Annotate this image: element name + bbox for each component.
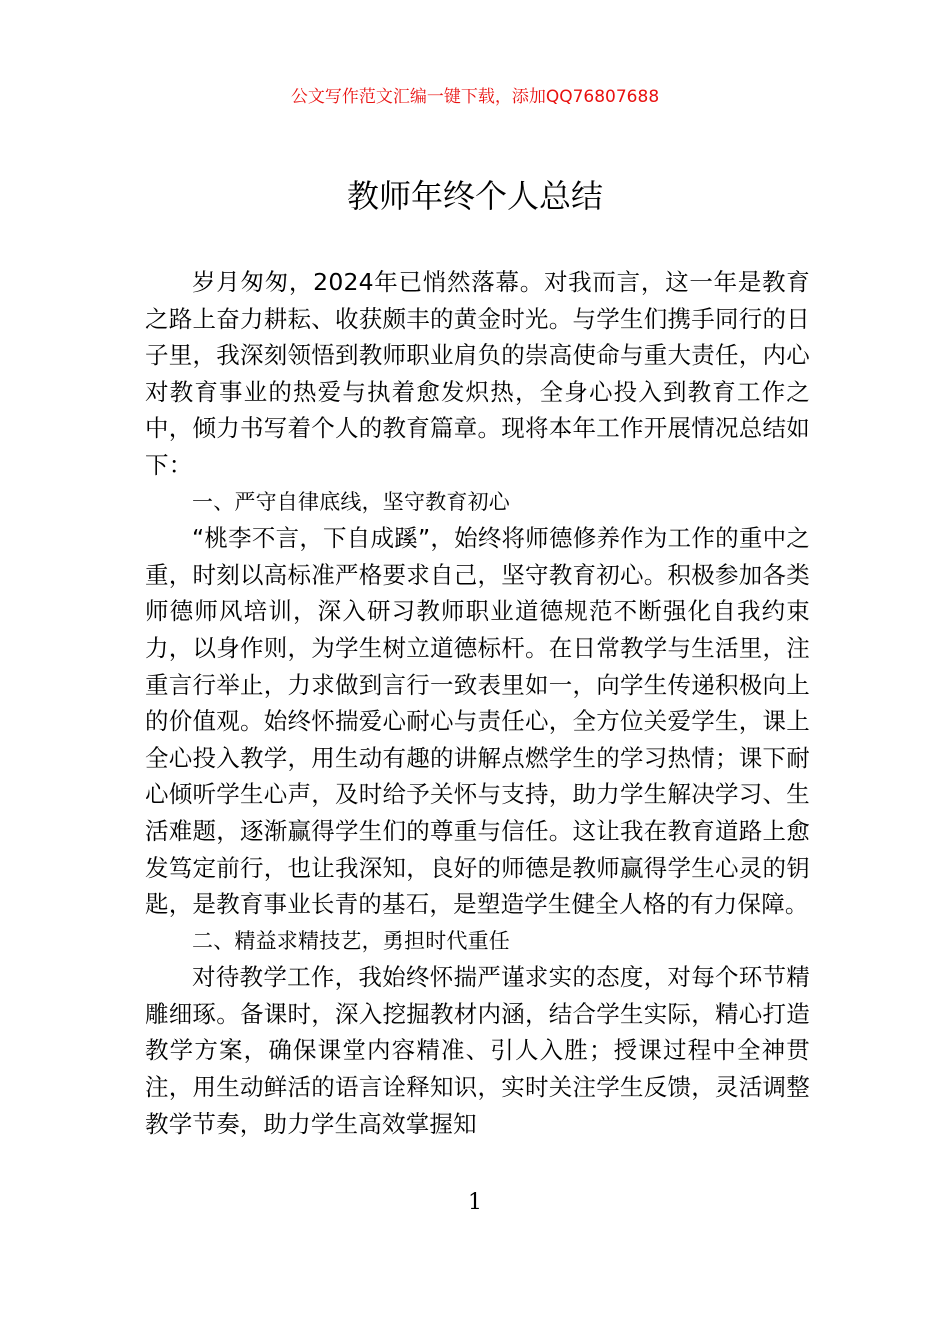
- section-2-heading: 二、精益求精技艺，勇担时代重任: [192, 928, 510, 953]
- document-body: [145, 264, 810, 1142]
- section-1-heading: 一、严守自律底线，坚守教育初心: [192, 489, 510, 514]
- section-2-paragraph: 对待教学工作，我始终怀揣严谨求实的态度，对每个环节精雕细琢。备课时，深入挖掘教材内涵，结合学生实际，精心打造教学方案，确保课堂内容精准、引人入胜；授课过程中全神贯注，用生动鲜活的语言诠释知识，实时关注学生反馈，灵活调整教学节奏，助力学生高效掌握知: [145, 963, 810, 1138]
- page-number: 1: [468, 1190, 482, 1215]
- section-1-paragraph: “桃李不言，下自成蹊”，始终将师德修养作为工作的重中之重，时刻以高标准严格要求自己，坚守教育初心。积极参加各类师德师风培训，深入研习教师职业道德规范不断强化自我约束力，以身作则，为学生树立道德标杆。在日常教学与生活里，注重言行举止，力求做到言行一致表里如一，向学生传递积极向上的价值观。始终怀揣爱心耐心与责任心，全方位关爱学生，课上全心投入教学，用生动有趣的讲解点燃学生的学习热情；课下耐心倾听学生心声，及时给予关怀与支持，助力学生解决学习、生活难题，逐渐赢得学生们的尊重与信任。这让我在教育道路上愈发笃定前行，也让我深知，良好的师德是教师赢得学生心灵的钥匙，是教育事业长青的基石，是塑造学生健全人格的有力保障。: [145, 524, 810, 919]
- header-notice: 公文写作范文汇编一键下载，添加QQ76807688: [290, 87, 660, 107]
- page-title: 教师年终个人总结: [346, 177, 603, 215]
- intro-paragraph: 岁月匆匆，2024年已悄然落幕。对我而言，这一年是教育之路上奋力耕耘、收获颇丰的黄金时光。与学生们携手同行的日子里，我深刻领悟到教师职业肩负的崇高使命与重大责任，内心对教育事业的热爱与执着愈发炽热，全身心投入到教育工作之中，倾力书写着个人的教育篇章。现将本年工作开展情况总结如下：: [145, 268, 810, 479]
